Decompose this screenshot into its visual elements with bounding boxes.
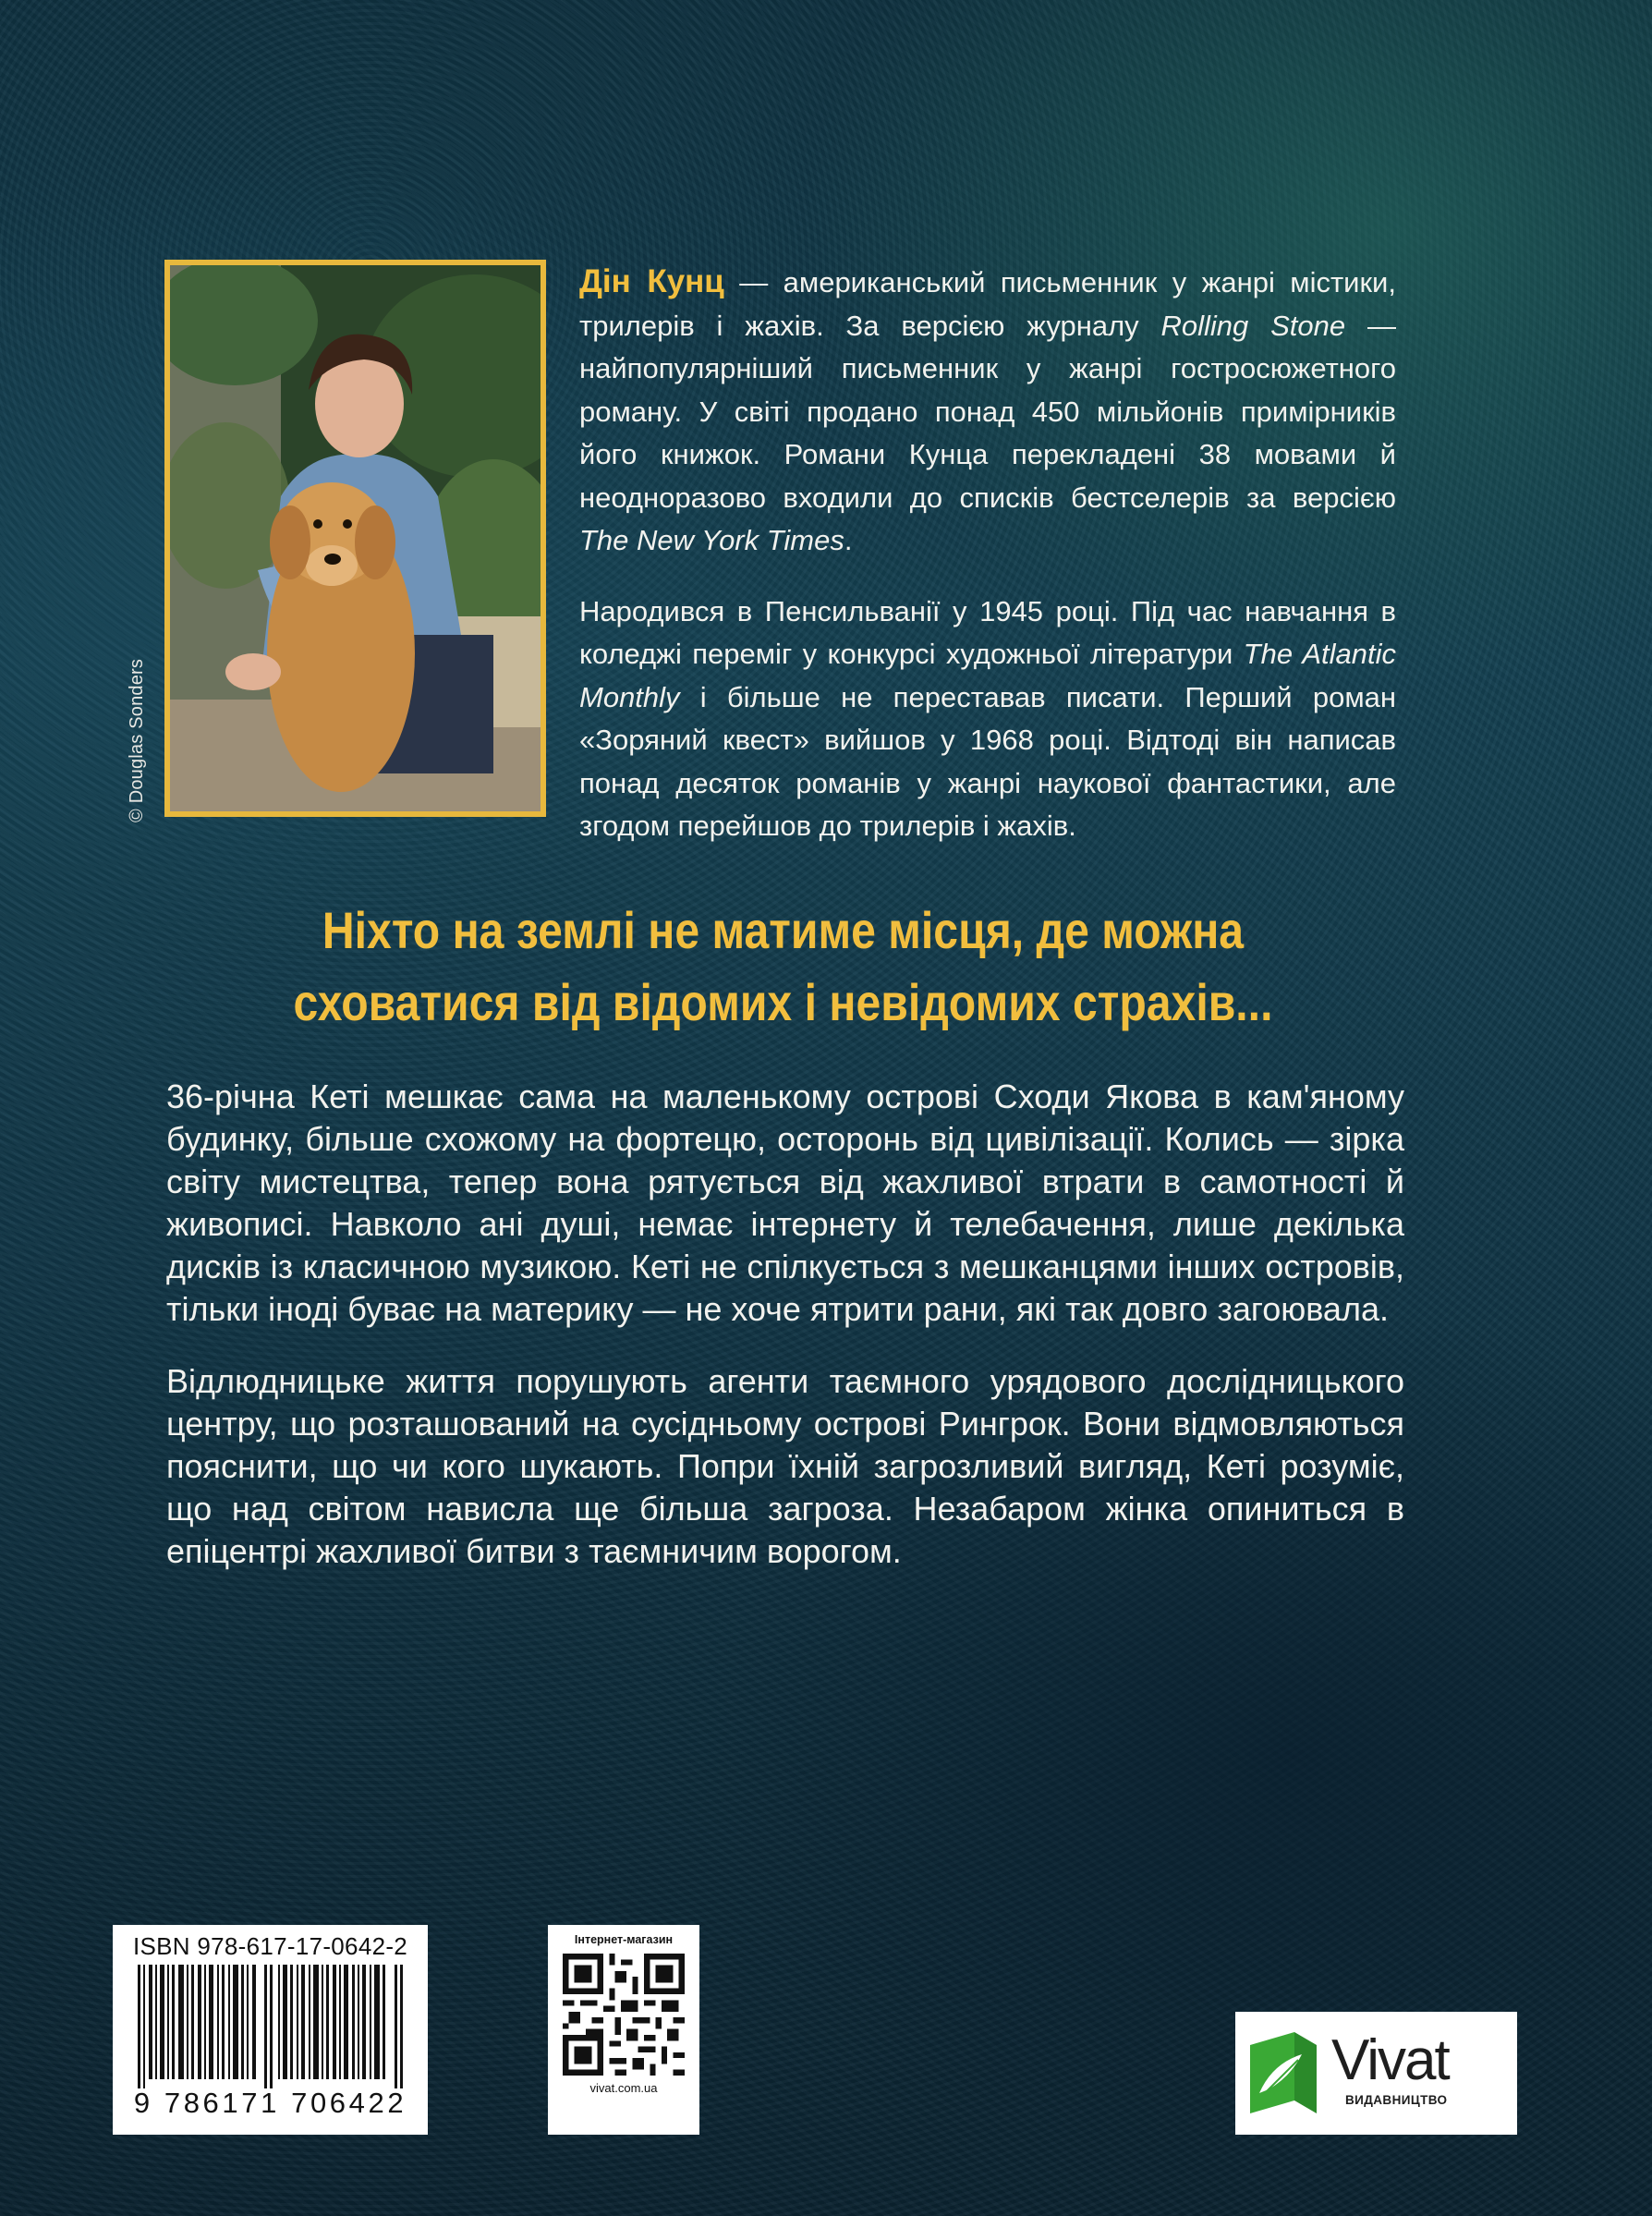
author-photo-illustration bbox=[170, 265, 541, 811]
journal-name: The Atlantic Monthly bbox=[579, 638, 1397, 713]
tagline-line-1: Ніхто на землі не матиме місця, де можна bbox=[322, 901, 1245, 959]
qr-code-panel bbox=[548, 1925, 699, 2135]
synopsis-paragraph-1: 36-річна Кеті мешкає сама на маленькому острові Сходи Якова в кам'яному будинку, більше схожому на фортецю, осторонь від цивілізації. Колись — зірка світу мистецтва, тепер вона рятується від жахливої втрати в самотності й живописі. Навколо ані душі, немає інтернету й телебачення, лише декілька дисків із класичною музикою. Кеті не спілкується з мешканцями інших островів, тільки іноді буває на материку — не хоче ятрити рани, які так довго загоювала. bbox=[166, 1078, 1404, 1328]
tagline-line-2: сховатися від відомих і невідомих страхів... bbox=[293, 973, 1273, 1031]
bio-text: і більше не переставав писати. Перший роман «Зоряний квест» вийшов у 1968 році. Відтоді він написав понад десяток романів у жанрі наукової фантастики, але згодом перейшов до трилерів і жахів. bbox=[579, 680, 1396, 842]
bio-text: — найпопулярніший письменник у жанрі гостросюжетного роману. У світі продано понад 450 мільйонів примірників його книжок. Романи Кунца перекладені 38 мовами й неодноразово входили до списків бестселерів за версією bbox=[579, 309, 1396, 514]
bio-text: — американський письменник у жанрі містики, трилерів і жахів. За версією журналу bbox=[579, 266, 1396, 342]
author-photo bbox=[164, 260, 546, 817]
bio-text: . bbox=[844, 524, 853, 556]
newspaper-name: The New York Times bbox=[579, 524, 844, 556]
synopsis bbox=[166, 1076, 1404, 1573]
qr-code[interactable] bbox=[563, 1954, 685, 2076]
isbn-text: ISBN 978-617-17-0642-2 bbox=[132, 1932, 408, 1960]
synopsis-paragraph-2: Відлюдницьке життя порушують агенти таємного урядового дослідницького центру, що розташований на сусідньому острові Рингрок. Вони відмовляються пояснити, що чи кого шукають. Попри їхній загрозливий вигляд, Кеті розуміє, що над світом нависла ще більша загроза. Незабаром жінка опиниться в епіцентрі жахливої битви з таємничим ворогом. bbox=[166, 1362, 1404, 1570]
vivat-leaf-icon bbox=[1245, 2028, 1322, 2117]
tagline bbox=[252, 895, 1313, 1039]
bio-paragraph-1 bbox=[579, 261, 1396, 563]
photo-credit: © Douglas Sonders bbox=[127, 658, 147, 822]
isbn-barcode bbox=[113, 1925, 428, 2135]
qr-site: vivat.com.ua bbox=[589, 2081, 658, 2095]
qr-label: Інтернет-магазин bbox=[574, 1933, 674, 1946]
bio-text: Народився в Пенсильванії у 1945 році. Під час навчання в коледжі переміг у конкурсі художньої літератури bbox=[579, 594, 1396, 670]
barcode-bars bbox=[132, 1965, 409, 2088]
publisher-logo bbox=[1235, 2012, 1517, 2135]
publisher-subtitle: ВИДАВНИЦТВО bbox=[1345, 2093, 1448, 2107]
bio-paragraph-2 bbox=[579, 591, 1396, 848]
author-bio bbox=[579, 261, 1396, 848]
barcode-digits: 9 786171 706422 bbox=[133, 2087, 407, 2119]
publisher-name: Vivat bbox=[1331, 2028, 1449, 2092]
magazine-name: Rolling Stone bbox=[1160, 309, 1346, 342]
author-name: Дін Кунц bbox=[579, 263, 724, 299]
